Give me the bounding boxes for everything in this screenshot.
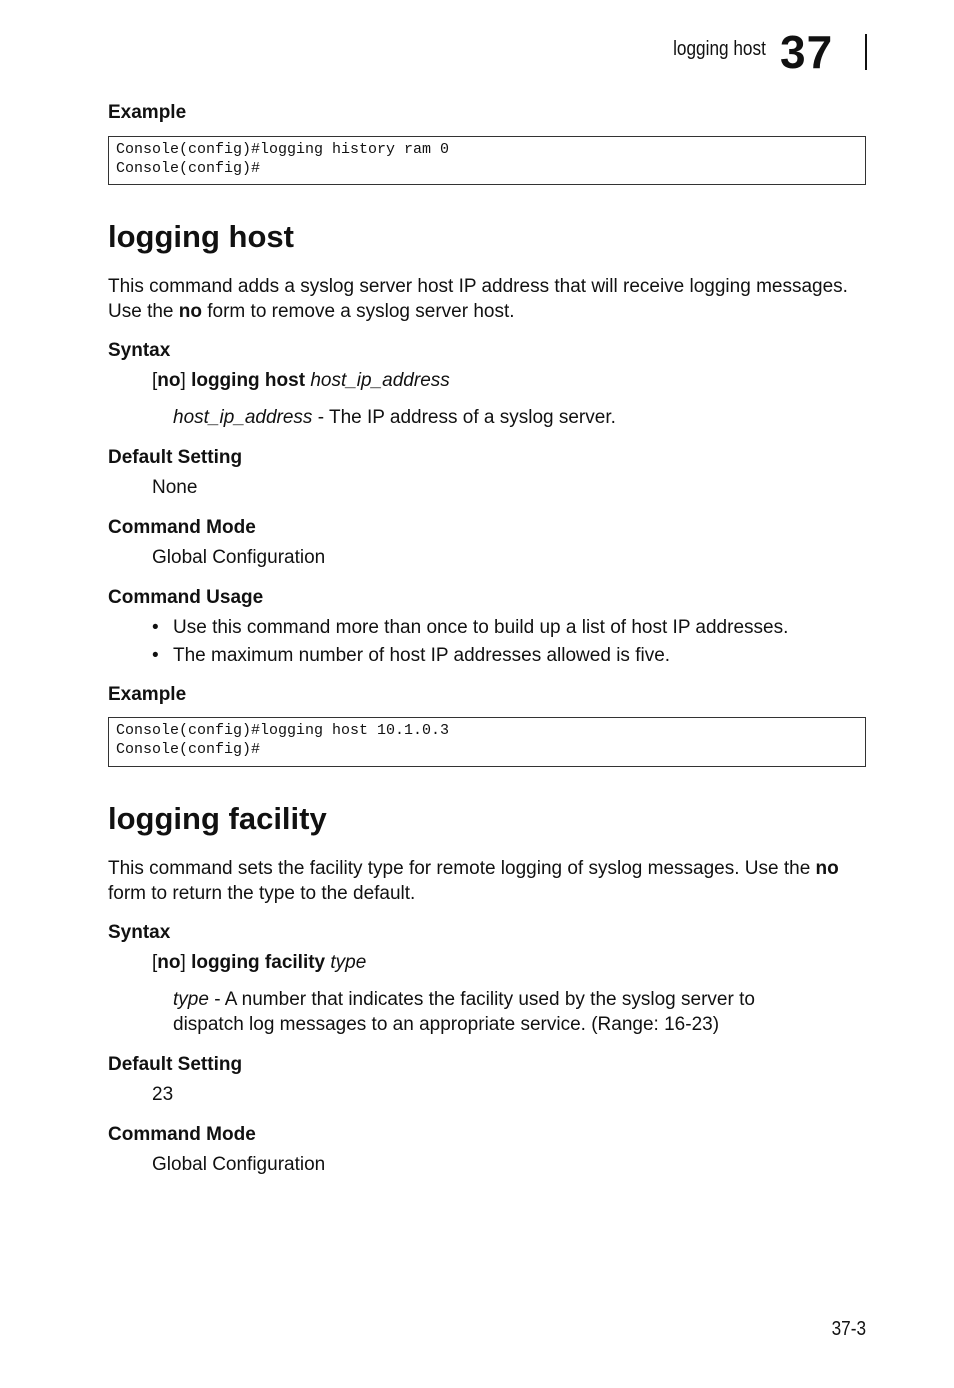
syntax-heading: Syntax bbox=[108, 340, 171, 361]
section-title-logging-facility: logging facility bbox=[108, 801, 327, 836]
page-number: 37-3 bbox=[831, 1318, 866, 1340]
command-usage-heading: Command Usage bbox=[108, 587, 264, 608]
example-heading: Example bbox=[108, 684, 187, 705]
default-setting-value: 23 bbox=[152, 1084, 174, 1105]
header-divider bbox=[865, 34, 867, 70]
command-mode-value: Global Configuration bbox=[152, 1154, 326, 1175]
default-setting-value: None bbox=[152, 477, 198, 498]
keyword-no: no bbox=[815, 858, 839, 879]
code-line: Console(config)# bbox=[116, 741, 261, 758]
code-example-history bbox=[108, 136, 866, 185]
syntax-line: [no] logging host host_ip_address bbox=[152, 370, 450, 391]
keyword-no: no bbox=[178, 301, 202, 322]
description-logging-host: This command adds a syslog server host IP address that will receive logging messages. Use the no form to remove a syslog server host. bbox=[108, 276, 848, 322]
parameter-description: type - A number that indicates the facility used by the syslog server to bbox=[173, 989, 755, 1010]
code-line: Console(config)#logging host 10.1.0.3 bbox=[116, 722, 450, 739]
syntax-heading: Syntax bbox=[108, 922, 171, 943]
default-setting-heading: Default Setting bbox=[108, 1054, 243, 1075]
section-title-logging-host: logging host bbox=[108, 219, 294, 254]
usage-list-item: • The maximum number of host IP addresses allowed is five. bbox=[152, 645, 671, 666]
chapter-number: 37 bbox=[780, 26, 834, 78]
running-header-title: logging host bbox=[673, 38, 766, 60]
syntax-line: [no] logging facility type bbox=[152, 952, 367, 973]
usage-list-item: • Use this command more than once to build up a list of host IP addresses. bbox=[152, 617, 789, 638]
command-mode-heading: Command Mode bbox=[108, 1124, 256, 1145]
parameter-description: host_ip_address - The IP address of a syslog server. bbox=[173, 407, 616, 428]
code-example-logging-host bbox=[108, 717, 866, 767]
default-setting-heading: Default Setting bbox=[108, 447, 243, 468]
code-line: Console(config)#logging history ram 0 bbox=[116, 141, 450, 158]
description-logging-facility: This command sets the facility type for remote logging of syslog messages. Use the no form to return the type to the default. bbox=[108, 858, 839, 904]
parameter-description-continued: dispatch log messages to an appropriate service. (Range: 16-23) bbox=[173, 1014, 720, 1035]
code-line: Console(config)# bbox=[116, 160, 261, 177]
command-mode-heading: Command Mode bbox=[108, 517, 256, 538]
example-heading: Example bbox=[108, 102, 187, 123]
command-mode-value: Global Configuration bbox=[152, 547, 326, 568]
